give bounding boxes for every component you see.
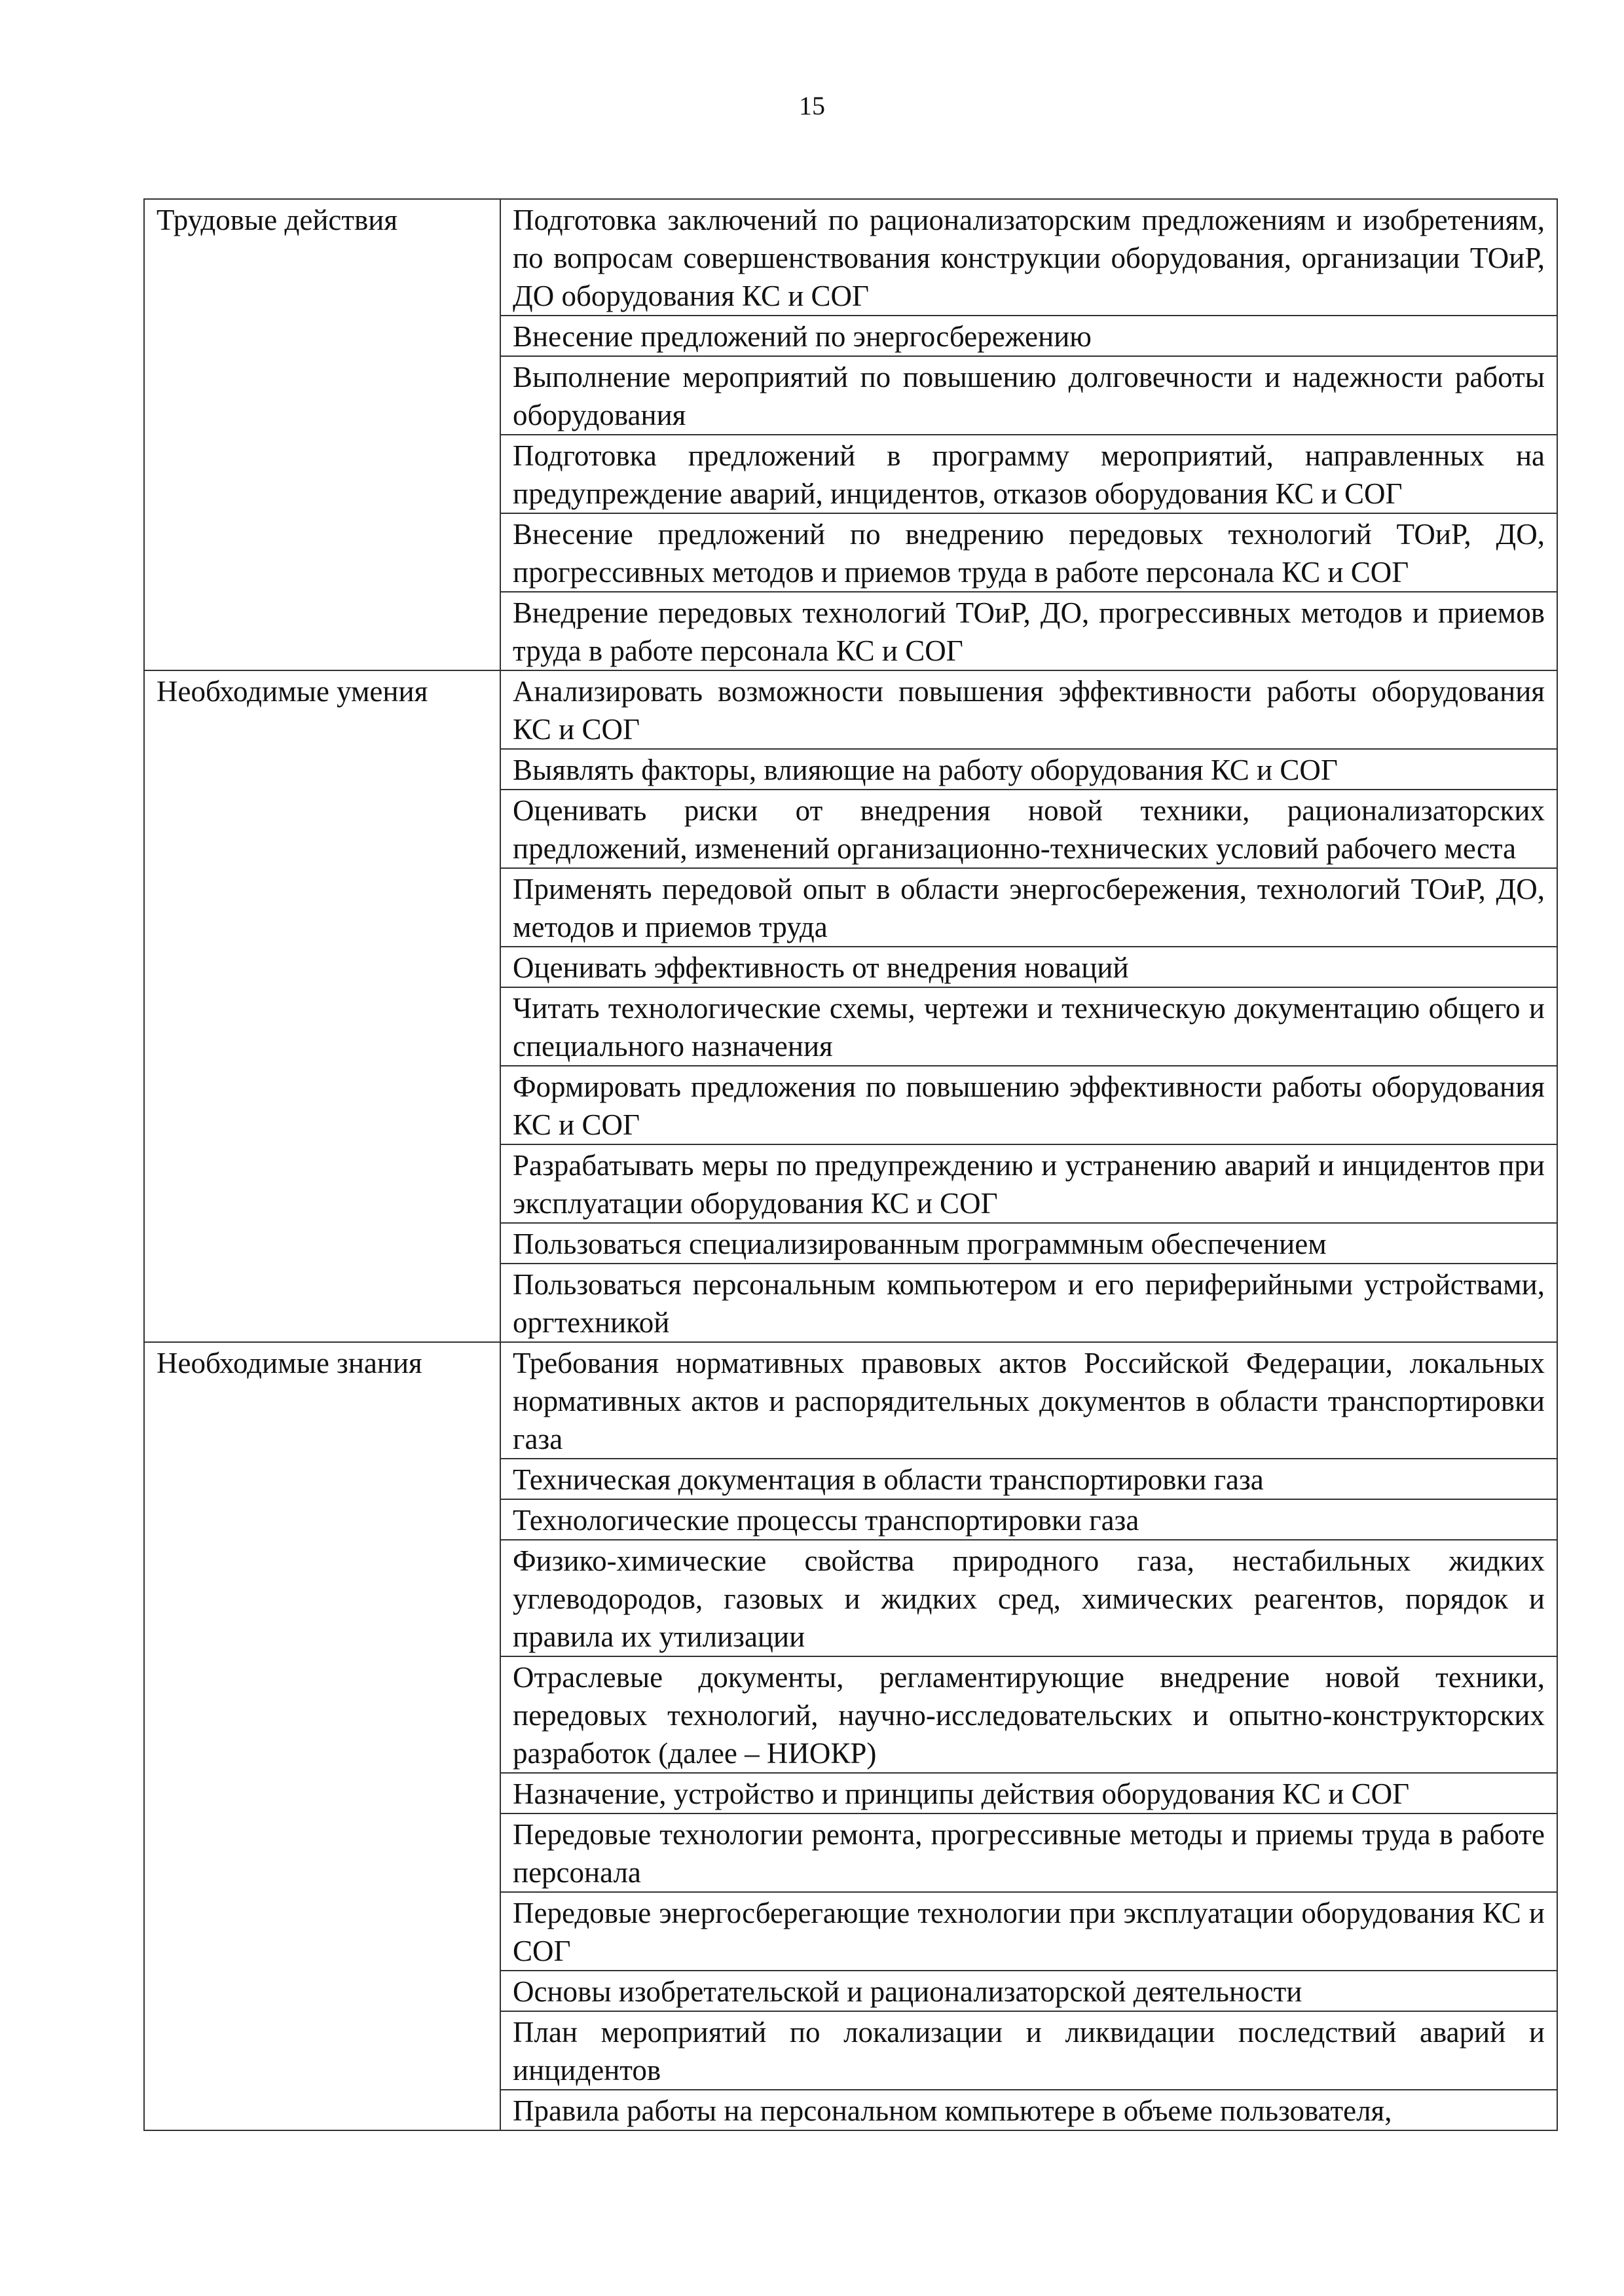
list-item: Анализировать возможности повышения эффективности работы оборудования КС и СОГ [500,670,1557,749]
list-item: Пользоваться персональным компьютером и его периферийными устройствами, оргтехникой [500,1264,1557,1342]
list-item: Подготовка предложений в программу мероприятий, направленных на предупреждение аварий, инцидентов, отказов оборудования КС и СОГ [500,435,1557,513]
list-item: Передовые технологии ремонта, прогрессивные методы и приемы труда в работе персонала [500,1813,1557,1892]
list-item: Назначение, устройство и принципы действия оборудования КС и СОГ [500,1773,1557,1813]
list-item: Передовые энергосберегающие технологии при эксплуатации оборудования КС и СОГ [500,1892,1557,1971]
list-item: Физико-химические свойства природного газа, нестабильных жидких углеводородов, газовых и жидких сред, химических реагентов, порядок и правила их утилизации [500,1540,1557,1656]
list-item: Требования нормативных правовых актов Российской Федерации, локальных нормативных актов и распорядительных документов в области транспортировки газа [500,1342,1557,1459]
list-item: Внесение предложений по внедрению передовых технологий ТОиР, ДО, прогрессивных методов и приемов труда в работе персонала КС и СОГ [500,513,1557,592]
list-item: Отраслевые документы, регламентирующие внедрение новой техники, передовых технологий, научно-исследовательских и опытно-конструкторских разработок (далее – НИОКР) [500,1656,1557,1773]
requirements-table [143,198,1558,2131]
list-item: Подготовка заключений по рационализаторским предложениям и изобретениям, по вопросам совершенствования конструкции оборудования, организации ТОиР, ДО оборудования КС и СОГ [500,199,1557,316]
list-item: План мероприятий по локализации и ликвидации последствий аварий и инцидентов [500,2011,1557,2090]
list-item: Правила работы на персональном компьютере в объеме пользователя, [500,2090,1557,2130]
list-item: Формировать предложения по повышению эффективности работы оборудования КС и СОГ [500,1066,1557,1144]
list-item: Оценивать эффективность от внедрения новаций [500,947,1557,987]
list-item: Техническая документация в области транспортировки газа [500,1459,1557,1499]
list-item: Выявлять факторы, влияющие на работу оборудования КС и СОГ [500,749,1557,790]
list-item: Применять передовой опыт в области энергосбережения, технологий ТОиР, ДО, методов и приемов труда [500,868,1557,947]
list-item: Пользоваться специализированным программным обеспечением [500,1223,1557,1264]
list-item: Внесение предложений по энергосбережению [500,316,1557,356]
list-item: Выполнение мероприятий по повышению долговечности и надежности работы оборудования [500,356,1557,435]
table-row [144,1342,1557,1459]
list-item: Оценивать риски от внедрения новой техники, рационализаторских предложений, изменений организационно-технических условий рабочего места [500,790,1557,868]
list-item: Технологические процессы транспортировки газа [500,1499,1557,1540]
section-label-required-knowledge: Необходимые знания [144,1342,500,2130]
section-label-labor-actions: Трудовые действия [144,199,500,670]
table-row [144,199,1557,316]
section-label-required-skills: Необходимые умения [144,670,500,1342]
list-item: Читать технологические схемы, чертежи и техническую документацию общего и специального назначения [500,987,1557,1066]
list-item: Разрабатывать меры по предупреждению и устранению аварий и инцидентов при эксплуатации оборудования КС и СОГ [500,1144,1557,1223]
list-item: Внедрение передовых технологий ТОиР, ДО, прогрессивных методов и приемов труда в работе персонала КС и СОГ [500,592,1557,670]
list-item: Основы изобретательской и рационализаторской деятельности [500,1971,1557,2011]
page-number: 15 [799,91,825,120]
table-row [144,670,1557,749]
